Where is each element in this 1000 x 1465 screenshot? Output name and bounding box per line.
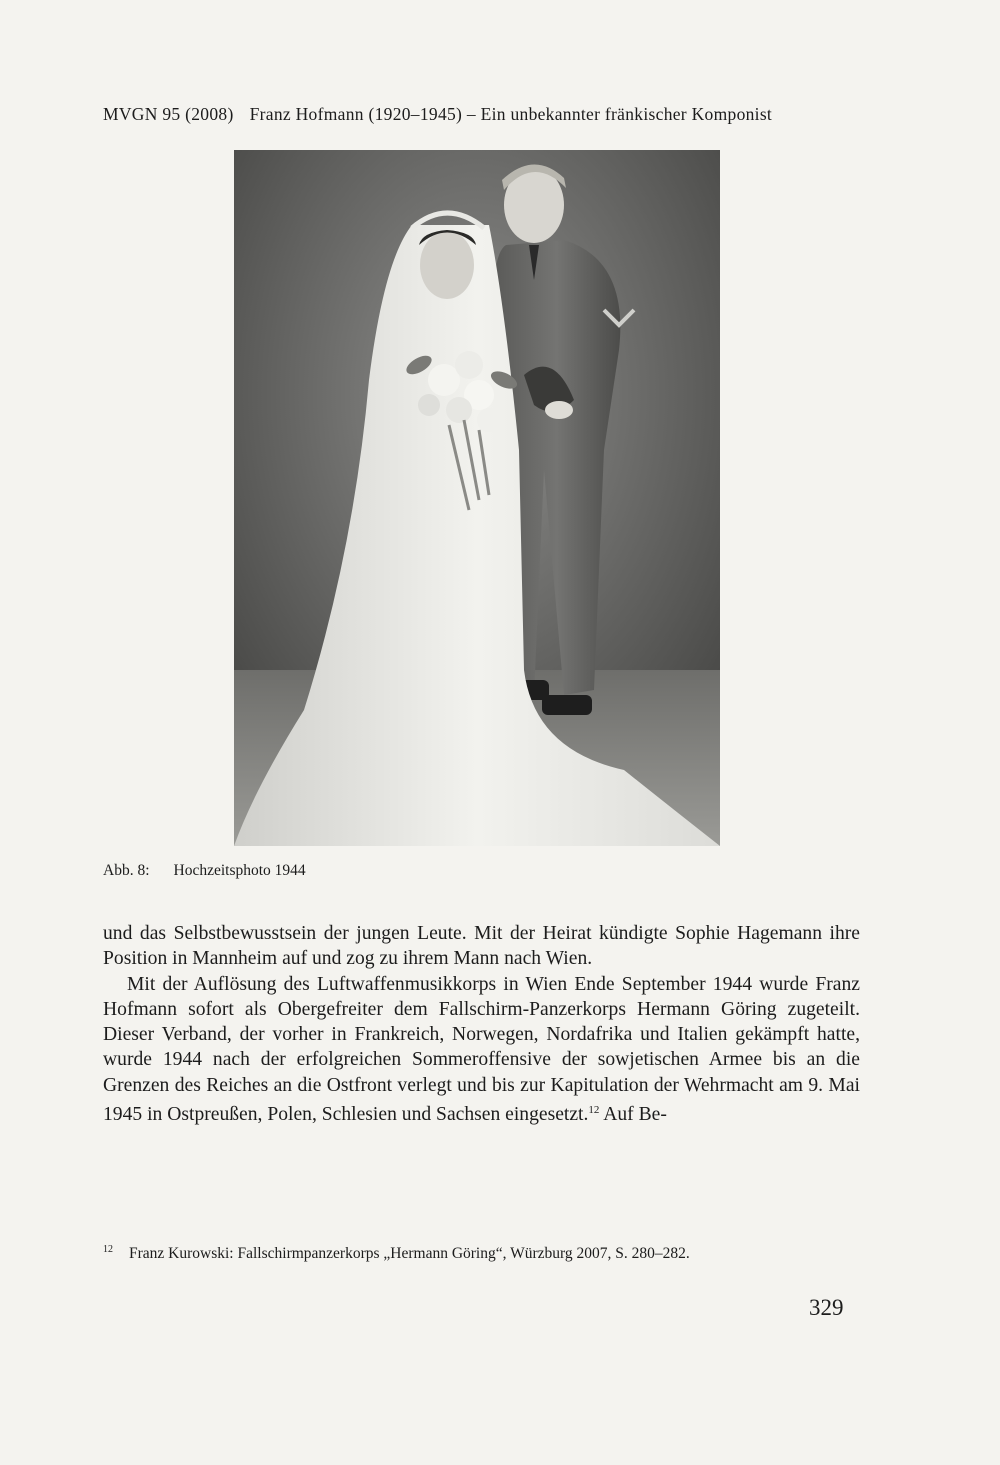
figure-label: Abb. 8:	[103, 862, 150, 879]
body-text	[103, 921, 860, 1127]
journal-reference: MVGN 95 (2008)	[103, 104, 234, 124]
page-number: 329	[809, 1295, 844, 1320]
footnote-reference: 12	[588, 1104, 600, 1117]
footnote	[103, 1244, 690, 1263]
footnote-text: Franz Kurowski: Fallschirmpanzerkorps „Hermann Göring“, Würzburg 2007, S. 280–282.	[129, 1245, 690, 1262]
figure-caption	[103, 862, 306, 880]
paragraph: und das Selbstbewusstsein der jungen Leute. Mit der Heirat kündigte Sophie Hagemann ihre Position in Mannheim auf und zog zu ihrem Mann nach Wien.	[103, 923, 860, 970]
paragraph-tail: Auf Be-	[603, 1104, 667, 1126]
wedding-photo	[234, 150, 720, 846]
footnote-number: 12	[103, 1244, 113, 1255]
running-head	[103, 104, 863, 125]
article-title: Franz Hofmann (1920–1945) – Ein unbekannter fränkischer Komponist	[249, 104, 773, 124]
figure-caption-text: Hochzeitsphoto 1944	[173, 862, 306, 879]
paragraph-text: Mit der Auflösung des Luftwaffenmusikkorps in Wien Ende September 1944 wurde Franz Hofmann sofort als Obergefreiter dem Fallschirm-Panzerkorps Hermann Göring zugeteilt. Dieser Verband, der vorher in Frankreich, Norwegen, Nordafrika und Italien gekämpft hatte, wurde 1944 nach der erfolgreichen Sommeroffensive der sowjetischen Armee bis an die Grenzen des Reiches an die Ostfront verlegt und bis zur Kapitulation der Wehrmacht am 9. Mai 1945 in Ostpreußen, Polen, Schlesien und Sachsen eingesetzt.	[103, 973, 860, 1126]
paragraph	[103, 972, 860, 1128]
